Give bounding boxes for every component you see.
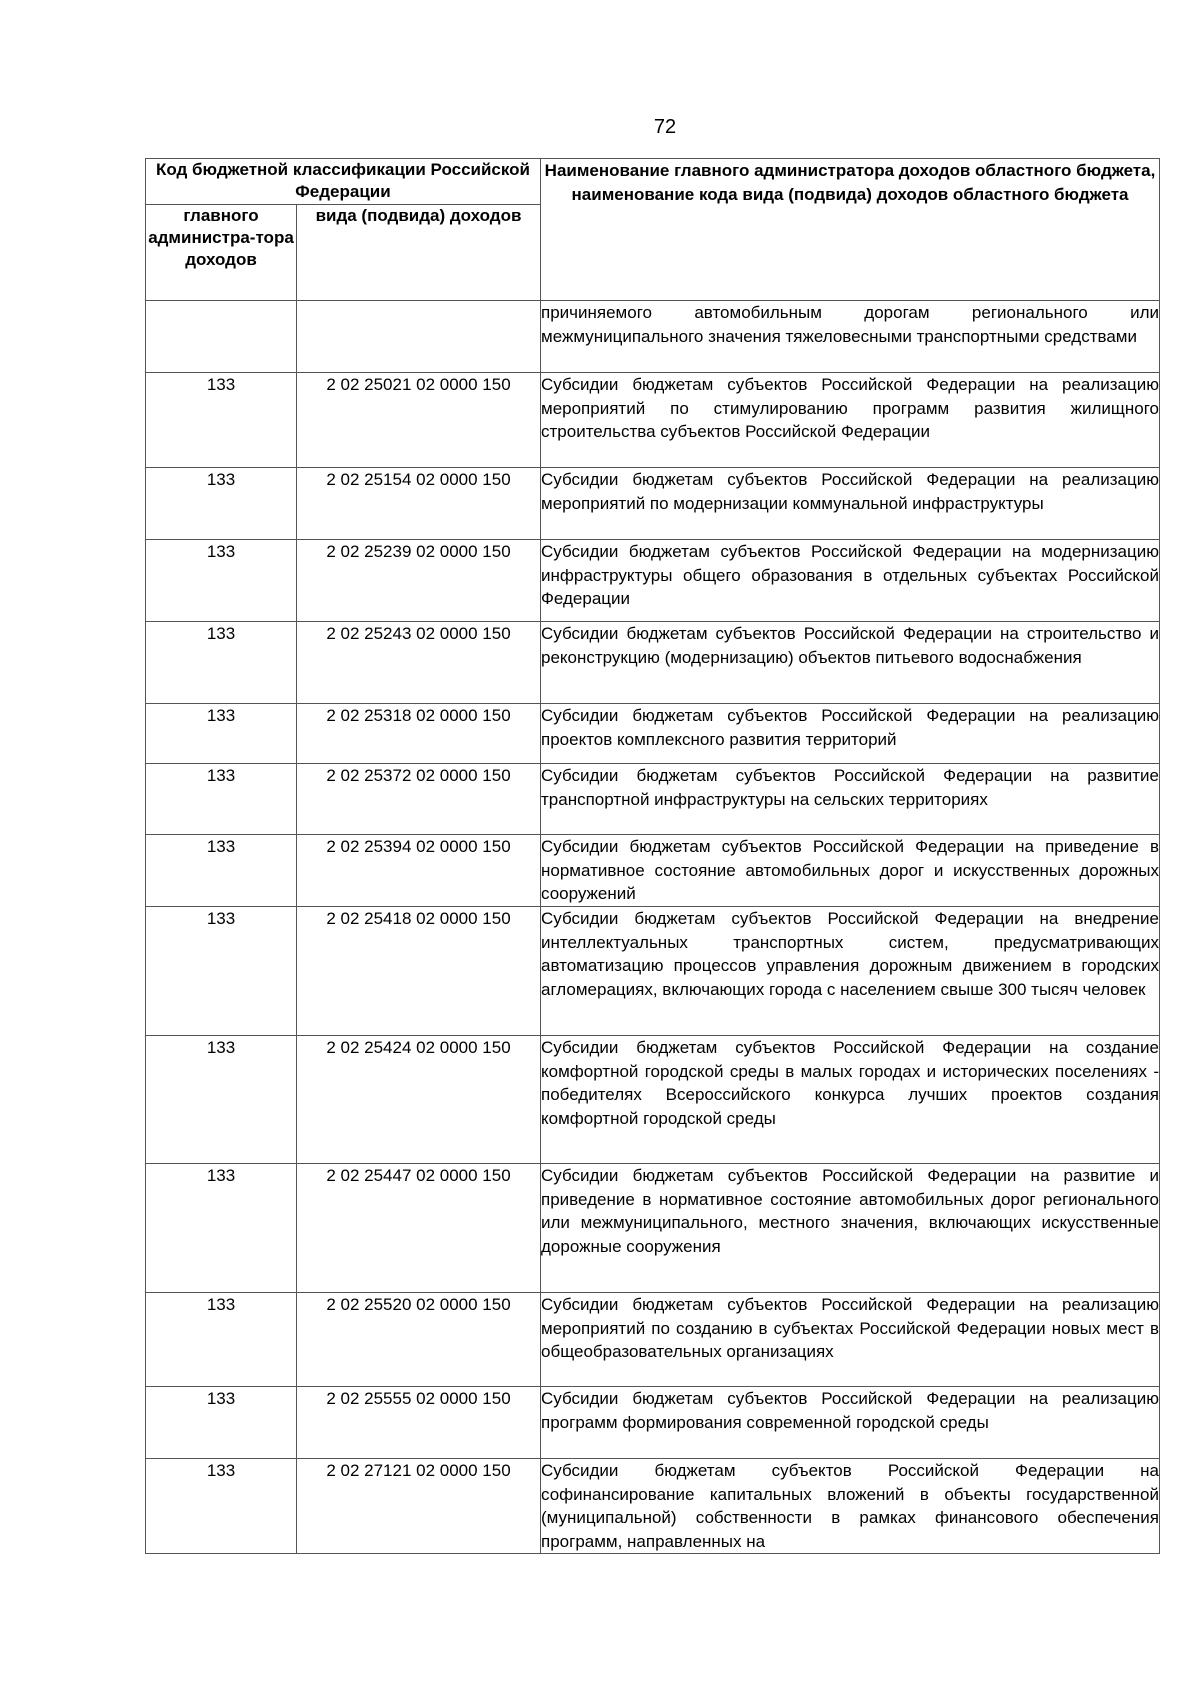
- description-cell: Субсидии бюджетам субъектов Российской Федерации на модернизацию инфраструктуры общего образования в отдельных субъектах Российской Федерации: [541, 540, 1160, 622]
- admin-code-cell: 133: [146, 540, 297, 622]
- description-cell: Субсидии бюджетам субъектов Российской Федерации на реализацию мероприятий по модернизации коммунальной инфраструктуры: [541, 468, 1160, 540]
- revenue-code-cell: 2 02 25154 02 0000 150: [297, 468, 541, 540]
- admin-code-cell: 133: [146, 373, 297, 468]
- revenue-code-cell: 2 02 25418 02 0000 150: [297, 907, 541, 1036]
- admin-code-cell: 133: [146, 704, 297, 764]
- description-cell: Субсидии бюджетам субъектов Российской Федерации на софинансирование капитальных вложений в объекты государственной (муниципальной) собственности в рамках финансового обеспечения программ, направленных на: [541, 1459, 1160, 1554]
- admin-code-cell: [146, 301, 297, 373]
- table-row: [146, 301, 1160, 373]
- table-row: [146, 907, 1160, 1036]
- revenue-code-cell: 2 02 25447 02 0000 150: [297, 1164, 541, 1293]
- budget-classification-table: [145, 158, 1160, 1554]
- header-col-name: Наименование главного администратора доходов областного бюджета, наименование кода вида (подвида) доходов областного бюджета: [541, 159, 1160, 301]
- header-col-code: вида (подвида) доходов: [297, 205, 541, 301]
- description-cell: Субсидии бюджетам субъектов Российской Федерации на реализацию мероприятий по стимулированию программ развития жилищного строительства субъектов Российской Федерации: [541, 373, 1160, 468]
- admin-code-cell: 133: [146, 907, 297, 1036]
- revenue-code-cell: 2 02 25243 02 0000 150: [297, 622, 541, 704]
- header-col-admin: главного администра-тора доходов: [146, 205, 297, 301]
- page-number: 72: [653, 116, 677, 138]
- description-cell: Субсидии бюджетам субъектов Российской Федерации на развитие транспортной инфраструктуры на сельских территориях: [541, 764, 1160, 835]
- table-body: [146, 301, 1160, 1554]
- revenue-code-cell: 2 02 25394 02 0000 150: [297, 835, 541, 907]
- revenue-code-cell: 2 02 25372 02 0000 150: [297, 764, 541, 835]
- revenue-code-cell: 2 02 25239 02 0000 150: [297, 540, 541, 622]
- table-row: [146, 1164, 1160, 1293]
- table-row: [146, 373, 1160, 468]
- description-cell: причиняемого автомобильным дорогам регионального или межмуниципального значения тяжеловесными транспортными средствами: [541, 301, 1160, 373]
- revenue-code-cell: [297, 301, 541, 373]
- admin-code-cell: 133: [146, 1293, 297, 1387]
- admin-code-cell: 133: [146, 1387, 297, 1459]
- description-cell: Субсидии бюджетам субъектов Российской Федерации на создание комфортной городской среды в малых городах и исторических поселениях - победителях Всероссийского конкурса лучших проектов создания комфортной городской среды: [541, 1036, 1160, 1164]
- admin-code-cell: 133: [146, 468, 297, 540]
- description-cell: Субсидии бюджетам субъектов Российской Федерации на приведение в нормативное состояние автомобильных дорог и искусственных дорожных сооружений: [541, 835, 1160, 907]
- revenue-code-cell: 2 02 25520 02 0000 150: [297, 1293, 541, 1387]
- revenue-code-cell: 2 02 25021 02 0000 150: [297, 373, 541, 468]
- revenue-code-cell: 2 02 25318 02 0000 150: [297, 704, 541, 764]
- admin-code-cell: 133: [146, 835, 297, 907]
- table-row: [146, 1387, 1160, 1459]
- revenue-code-cell: 2 02 25424 02 0000 150: [297, 1036, 541, 1164]
- admin-code-cell: 133: [146, 1036, 297, 1164]
- header-group-title: Код бюджетной классификации Российской Федерации: [146, 159, 541, 205]
- table-row: [146, 1036, 1160, 1164]
- admin-code-cell: 133: [146, 764, 297, 835]
- admin-code-cell: 133: [146, 1164, 297, 1293]
- table-row: [146, 704, 1160, 764]
- description-cell: Субсидии бюджетам субъектов Российской Федерации на реализацию проектов комплексного развития территорий: [541, 704, 1160, 764]
- table-row: [146, 540, 1160, 622]
- description-cell: Субсидии бюджетам субъектов Российской Федерации на реализацию программ формирования современной городской среды: [541, 1387, 1160, 1459]
- table-row: [146, 622, 1160, 704]
- revenue-code-cell: 2 02 25555 02 0000 150: [297, 1387, 541, 1459]
- admin-code-cell: 133: [146, 1459, 297, 1554]
- table-row: [146, 835, 1160, 907]
- table-row: [146, 764, 1160, 835]
- description-cell: Субсидии бюджетам субъектов Российской Федерации на внедрение интеллектуальных транспортных систем, предусматривающих автоматизацию процессов управления дорожным движением в городских агломерациях, включающих города с населением свыше 300 тысяч человек: [541, 907, 1160, 1036]
- admin-code-cell: 133: [146, 622, 297, 704]
- description-cell: Субсидии бюджетам субъектов Российской Федерации на строительство и реконструкцию (модернизацию) объектов питьевого водоснабжения: [541, 622, 1160, 704]
- description-cell: Субсидии бюджетам субъектов Российской Федерации на развитие и приведение в нормативное состояние автомобильных дорог регионального или межмуниципального, местного значения, включающих искусственные дорожные сооружения: [541, 1164, 1160, 1293]
- table-row: [146, 468, 1160, 540]
- description-cell: Субсидии бюджетам субъектов Российской Федерации на реализацию мероприятий по созданию в субъектах Российской Федерации новых мест в общеобразовательных организациях: [541, 1293, 1160, 1387]
- table-row: [146, 1293, 1160, 1387]
- table-row: [146, 1459, 1160, 1554]
- revenue-code-cell: 2 02 27121 02 0000 150: [297, 1459, 541, 1554]
